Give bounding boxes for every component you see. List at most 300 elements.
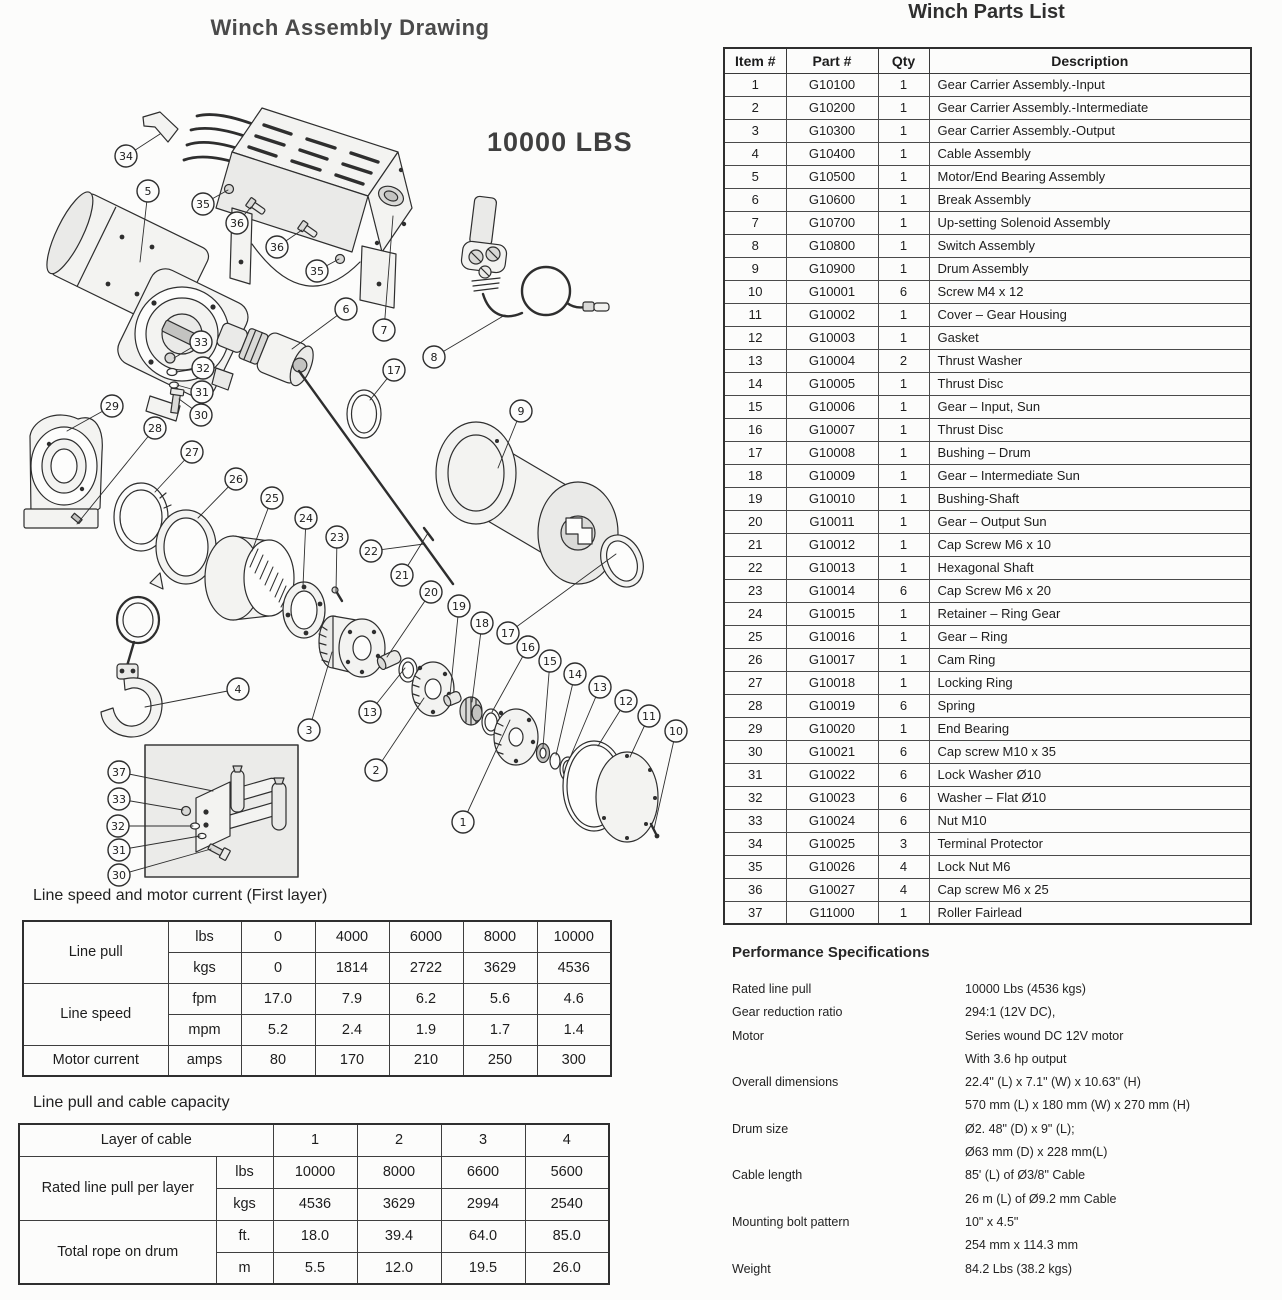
cable-capacity-heading: Line pull and cable capacity (33, 1094, 230, 1111)
unit-cell: m (216, 1252, 273, 1284)
svg-text:6: 6 (342, 302, 350, 316)
parts-row (724, 740, 1251, 763)
part-number: G10012 (786, 533, 878, 556)
value-cell: 3629 (463, 952, 537, 983)
balloon-32 (192, 357, 214, 379)
spec-row (732, 1258, 1252, 1281)
spec-row (732, 1211, 1252, 1258)
fairlead-inset (145, 745, 298, 877)
unit-cell: amps (168, 1045, 241, 1076)
qty: 1 (878, 441, 929, 464)
remote-switch (460, 196, 609, 316)
qty: 1 (878, 234, 929, 257)
item-number: 24 (724, 602, 786, 625)
description: Cap screw M6 x 25 (929, 878, 1251, 901)
qty: 1 (878, 211, 929, 234)
value-cell: 2994 (441, 1188, 525, 1220)
balloon-14 (564, 663, 586, 685)
parts-row (724, 211, 1251, 234)
gear-18 (460, 697, 482, 725)
parts-list-table (723, 47, 1252, 925)
row-label: Layer of cable (19, 1124, 273, 1156)
svg-text:28: 28 (148, 421, 162, 435)
balloon-3 (298, 719, 320, 741)
qty: 1 (878, 533, 929, 556)
part-number: G10400 (786, 142, 878, 165)
svg-text:34: 34 (119, 149, 133, 163)
svg-text:13: 13 (593, 680, 607, 694)
value-cell: 6600 (441, 1156, 525, 1188)
spec-row (732, 1001, 1252, 1024)
parts-row (724, 556, 1251, 579)
svg-text:30: 30 (112, 868, 126, 882)
parts-row (724, 464, 1251, 487)
item-number: 29 (724, 717, 786, 740)
part-number: G10002 (786, 303, 878, 326)
svg-text:22: 22 (364, 544, 378, 558)
item-number: 28 (724, 694, 786, 717)
svg-text:19: 19 (452, 599, 466, 613)
part-number: G10026 (786, 855, 878, 878)
balloon-2 (365, 759, 387, 781)
description: Lock Washer Ø10 (929, 763, 1251, 786)
description: Cam Ring (929, 648, 1251, 671)
svg-text:4: 4 (234, 682, 242, 696)
parts-row (724, 96, 1251, 119)
balloon-5 (137, 180, 159, 202)
spec-row (732, 1118, 1252, 1165)
part-number: G10027 (786, 878, 878, 901)
svg-text:5: 5 (144, 184, 152, 198)
part-number: G10024 (786, 809, 878, 832)
item-number: 15 (724, 395, 786, 418)
balloon-20 (420, 581, 442, 603)
description: Lock Nut M6 (929, 855, 1251, 878)
balloon-15 (539, 650, 561, 672)
svg-text:33: 33 (112, 792, 126, 806)
qty: 1 (878, 556, 929, 579)
part-number: G10023 (786, 786, 878, 809)
unit-cell: fpm (168, 983, 241, 1014)
value-cell: 4 (525, 1124, 609, 1156)
value-cell: 4000 (315, 921, 389, 952)
item-number: 22 (724, 556, 786, 579)
item-number: 26 (724, 648, 786, 671)
item-number: 9 (724, 257, 786, 280)
svg-text:21: 21 (395, 568, 409, 582)
part-number: G11000 (786, 901, 878, 924)
parts-row (724, 878, 1251, 901)
part-number: G10003 (786, 326, 878, 349)
parts-row (724, 349, 1251, 372)
item-number: 14 (724, 372, 786, 395)
row-label: Motor current (23, 1045, 168, 1076)
item-number: 27 (724, 671, 786, 694)
value-cell: 3629 (357, 1188, 441, 1220)
washer-14 (550, 753, 560, 769)
balloon-31 (191, 381, 213, 403)
svg-text:17: 17 (501, 626, 515, 640)
value-cell: 64.0 (441, 1220, 525, 1252)
balloon-13 (589, 676, 611, 698)
value-cell: 1.9 (389, 1014, 463, 1045)
balloon-28 (144, 417, 166, 439)
part-number: G10018 (786, 671, 878, 694)
spec-label: Rated line pull (732, 982, 812, 996)
winch-assembly-drawing (0, 0, 700, 890)
qty: 1 (878, 901, 929, 924)
item-number: 36 (724, 878, 786, 901)
value-cell: 80 (241, 1045, 315, 1076)
unit-cell: ft. (216, 1220, 273, 1252)
item-number: 17 (724, 441, 786, 464)
qty: 6 (878, 694, 929, 717)
description: Gear – Ring (929, 625, 1251, 648)
parts-row (724, 648, 1251, 671)
balloon-22 (360, 540, 382, 562)
spec-value: 10" x 4.5" 254 mm x 114.3 mm (965, 1214, 1079, 1253)
parts-row (724, 165, 1251, 188)
part-number: G10022 (786, 763, 878, 786)
qty: 3 (878, 832, 929, 855)
spec-row (732, 1025, 1252, 1072)
spec-row (732, 1164, 1252, 1211)
svg-text:35: 35 (310, 264, 324, 278)
svg-text:8: 8 (430, 350, 438, 364)
part-number: G10100 (786, 73, 878, 96)
parts-row (724, 303, 1251, 326)
spec-value: Series wound DC 12V motor With 3.6 hp output (965, 1028, 1124, 1066)
drum-assembly (424, 422, 618, 584)
item-number: 32 (724, 786, 786, 809)
description: End Bearing (929, 717, 1251, 740)
part-number: G10004 (786, 349, 878, 372)
description: Bushing-Shaft (929, 487, 1251, 510)
part-number: G10019 (786, 694, 878, 717)
item-number: 2 (724, 96, 786, 119)
qty: 6 (878, 280, 929, 303)
parts-row (724, 142, 1251, 165)
parts-list-title: Winch Parts List (908, 1, 1065, 23)
balloon-37 (108, 761, 130, 783)
ring-gear (205, 536, 294, 620)
line-speed-heading: Line speed and motor current (First layer) (33, 887, 328, 904)
qty: 1 (878, 257, 929, 280)
svg-text:13: 13 (363, 705, 377, 719)
column-header: Part # (786, 48, 878, 73)
description: Switch Assembly (929, 234, 1251, 257)
row-label: Rated line pull per layer (19, 1156, 216, 1220)
value-cell: 5.2 (241, 1014, 315, 1045)
part-number: G10014 (786, 579, 878, 602)
svg-text:16: 16 (521, 640, 535, 654)
description: Drum Assembly (929, 257, 1251, 280)
value-cell: 6000 (389, 921, 463, 952)
parts-row (724, 855, 1251, 878)
value-cell: 12.0 (357, 1252, 441, 1284)
svg-text:2: 2 (372, 763, 380, 777)
part-number: G10300 (786, 119, 878, 142)
part-number: G10500 (786, 165, 878, 188)
gear-housing-cover (596, 752, 658, 842)
row-label: Line speed (23, 983, 168, 1045)
value-cell: 0 (241, 952, 315, 983)
qty: 1 (878, 510, 929, 533)
svg-text:1: 1 (459, 815, 467, 829)
part-number: G10021 (786, 740, 878, 763)
value-cell: 1.7 (463, 1014, 537, 1045)
svg-text:26: 26 (229, 472, 243, 486)
svg-text:37: 37 (112, 765, 126, 779)
item-number: 7 (724, 211, 786, 234)
item-number: 5 (724, 165, 786, 188)
svg-text:32: 32 (196, 361, 210, 375)
cap-screw-23 (332, 587, 342, 601)
qty: 1 (878, 395, 929, 418)
balloon-4 (227, 678, 249, 700)
item-number: 31 (724, 763, 786, 786)
spec-label: Mounting bolt pattern (732, 1214, 850, 1229)
balloon-35 (306, 260, 328, 282)
description: Cover – Gear Housing (929, 303, 1251, 326)
balloon-17 (383, 359, 405, 381)
value-cell: 300 (537, 1045, 611, 1076)
value-cell: 85.0 (525, 1220, 609, 1252)
item-number: 25 (724, 625, 786, 648)
qty: 1 (878, 487, 929, 510)
description: Cable Assembly (929, 142, 1251, 165)
balloon-12 (615, 690, 637, 712)
qty: 1 (878, 188, 929, 211)
svg-text:35: 35 (196, 197, 210, 211)
item-number: 16 (724, 418, 786, 441)
description: Break Assembly (929, 188, 1251, 211)
svg-text:33: 33 (194, 335, 208, 349)
spec-label: Cable length (732, 1168, 803, 1183)
parts-row (724, 326, 1251, 349)
parts-row (724, 786, 1251, 809)
parts-row (724, 234, 1251, 257)
qty: 1 (878, 717, 929, 740)
part-number: G10020 (786, 717, 878, 740)
parts-row (724, 579, 1251, 602)
svg-text:14: 14 (568, 667, 582, 681)
value-cell: 2.4 (315, 1014, 389, 1045)
svg-text:3: 3 (305, 723, 313, 737)
part-number: G10700 (786, 211, 878, 234)
value-cell: 170 (315, 1045, 389, 1076)
svg-text:11: 11 (642, 709, 656, 723)
description: Cap Screw M6 x 20 (929, 579, 1251, 602)
qty: 6 (878, 740, 929, 763)
item-number: 1 (724, 73, 786, 96)
parts-header-row (724, 48, 1251, 73)
parts-row (724, 119, 1251, 142)
performance-specs (732, 978, 1252, 1281)
value-cell: 10000 (273, 1156, 357, 1188)
qty: 1 (878, 142, 929, 165)
qty: 4 (878, 878, 929, 901)
description: Cap Screw M6 x 10 (929, 533, 1251, 556)
parts-row (724, 441, 1251, 464)
value-cell: 7.9 (315, 983, 389, 1014)
qty: 6 (878, 763, 929, 786)
column-header: Description (929, 48, 1251, 73)
svg-text:25: 25 (265, 491, 279, 505)
svg-text:12: 12 (619, 694, 633, 708)
balloon-35 (192, 193, 214, 215)
balloon-17 (497, 622, 519, 644)
value-cell: 26.0 (525, 1252, 609, 1284)
part-number: G10009 (786, 464, 878, 487)
balloon-21 (391, 564, 413, 586)
balloon-1 (452, 811, 474, 833)
svg-text:36: 36 (230, 216, 244, 230)
thrust-ring (347, 390, 381, 438)
svg-text:7: 7 (380, 323, 388, 337)
item-number: 6 (724, 188, 786, 211)
value-cell: 5.6 (463, 983, 537, 1014)
parts-row (724, 717, 1251, 740)
description: Screw M4 x 12 (929, 280, 1251, 303)
svg-text:10: 10 (669, 724, 683, 738)
part-number: G10800 (786, 234, 878, 257)
parts-row (724, 625, 1251, 648)
balloon-11 (638, 705, 660, 727)
balloon-24 (295, 507, 317, 529)
value-cell: 39.4 (357, 1220, 441, 1252)
description: Locking Ring (929, 671, 1251, 694)
qty: 1 (878, 671, 929, 694)
balloon-30 (108, 864, 130, 886)
qty: 4 (878, 855, 929, 878)
item-number: 10 (724, 280, 786, 303)
value-cell: 6.2 (389, 983, 463, 1014)
qty: 1 (878, 303, 929, 326)
parts-row (724, 418, 1251, 441)
unit-cell: lbs (216, 1156, 273, 1188)
value-cell: 1.4 (537, 1014, 611, 1045)
svg-text:18: 18 (475, 616, 489, 630)
solenoid-box (184, 108, 412, 308)
screw-10 (651, 824, 659, 838)
value-cell: 1 (273, 1124, 357, 1156)
qty: 1 (878, 96, 929, 119)
qty: 1 (878, 648, 929, 671)
performance-title: Performance Specifications (732, 944, 930, 961)
description: Spring (929, 694, 1251, 717)
balloon-27 (181, 441, 203, 463)
description: Gear Carrier Assembly.-Output (929, 119, 1251, 142)
part-number: G10017 (786, 648, 878, 671)
spec-label: Motor (732, 1028, 764, 1043)
svg-text:27: 27 (185, 445, 199, 459)
item-number: 34 (724, 832, 786, 855)
balloon-33 (190, 331, 212, 353)
part-number: G10011 (786, 510, 878, 533)
qty: 1 (878, 464, 929, 487)
description: Gear Carrier Assembly.-Intermediate (929, 96, 1251, 119)
cable-capacity-table (18, 1123, 610, 1285)
part-number: G10010 (786, 487, 878, 510)
rating-label: 10000 LBS (487, 127, 633, 157)
gear-carrier-input (494, 709, 538, 765)
item-number: 13 (724, 349, 786, 372)
part-number: G10001 (786, 280, 878, 303)
value-cell: 1814 (315, 952, 389, 983)
unit-cell: lbs (168, 921, 241, 952)
spec-value: 294:1 (12V DC), (965, 1005, 1056, 1020)
qty: 1 (878, 165, 929, 188)
description: Gear – Output Sun (929, 510, 1251, 533)
value-cell: 0 (241, 921, 315, 952)
svg-text:15: 15 (543, 654, 557, 668)
description: Motor/End Bearing Assembly (929, 165, 1251, 188)
description: Washer – Flat Ø10 (929, 786, 1251, 809)
balloon-32 (107, 815, 129, 837)
item-number: 18 (724, 464, 786, 487)
motor-assembly (38, 184, 253, 421)
spec-label: Weight (732, 1261, 771, 1276)
unit-cell: kgs (168, 952, 241, 983)
qty: 1 (878, 602, 929, 625)
parts-row (724, 901, 1251, 924)
value-cell: 19.5 (441, 1252, 525, 1284)
part-number: G10600 (786, 188, 878, 211)
parts-row (724, 602, 1251, 625)
balloon-18 (471, 612, 493, 634)
svg-text:20: 20 (424, 585, 438, 599)
value-cell: 3 (441, 1124, 525, 1156)
spec-value: Ø2. 48" (D) x 9" (L); Ø63 mm (D) x 228 mm(L) (965, 1121, 1108, 1160)
description: Thrust Disc (929, 372, 1251, 395)
spec-label: Overall dimensions (732, 1075, 839, 1090)
parts-row (724, 280, 1251, 303)
balloon-31 (108, 839, 130, 861)
parts-row (724, 188, 1251, 211)
balloon-6 (335, 298, 357, 320)
svg-text:31: 31 (195, 385, 209, 399)
value-cell: 250 (463, 1045, 537, 1076)
column-header: Item # (724, 48, 786, 73)
parts-row (724, 671, 1251, 694)
spec-label: Gear reduction ratio (732, 1005, 843, 1020)
part-number: G10005 (786, 372, 878, 395)
svg-text:29: 29 (105, 399, 119, 413)
balloon-34 (115, 145, 137, 167)
spec-value: 85' (L) of Ø3/8" Cable 26 m (L) of Ø9.2 mm Cable (965, 1168, 1117, 1206)
description: Thrust Washer (929, 349, 1251, 372)
value-cell: 8000 (463, 921, 537, 952)
qty: 1 (878, 326, 929, 349)
qty: 6 (878, 786, 929, 809)
description: Cap screw M10 x 35 (929, 740, 1251, 763)
qty: 1 (878, 73, 929, 96)
parts-row (724, 763, 1251, 786)
svg-text:9: 9 (517, 404, 525, 418)
hook-assembly (101, 597, 162, 737)
balloon-13 (359, 701, 381, 723)
balloon-8 (423, 346, 445, 368)
spec-value: 84.2 Lbs (38.2 kgs) (965, 1261, 1073, 1276)
value-cell: 4.6 (537, 983, 611, 1014)
parts-row (724, 372, 1251, 395)
balloon-23 (326, 526, 348, 548)
item-number: 4 (724, 142, 786, 165)
item-number: 23 (724, 579, 786, 602)
description: Gear Carrier Assembly.-Input (929, 73, 1251, 96)
balloon-29 (101, 395, 123, 417)
